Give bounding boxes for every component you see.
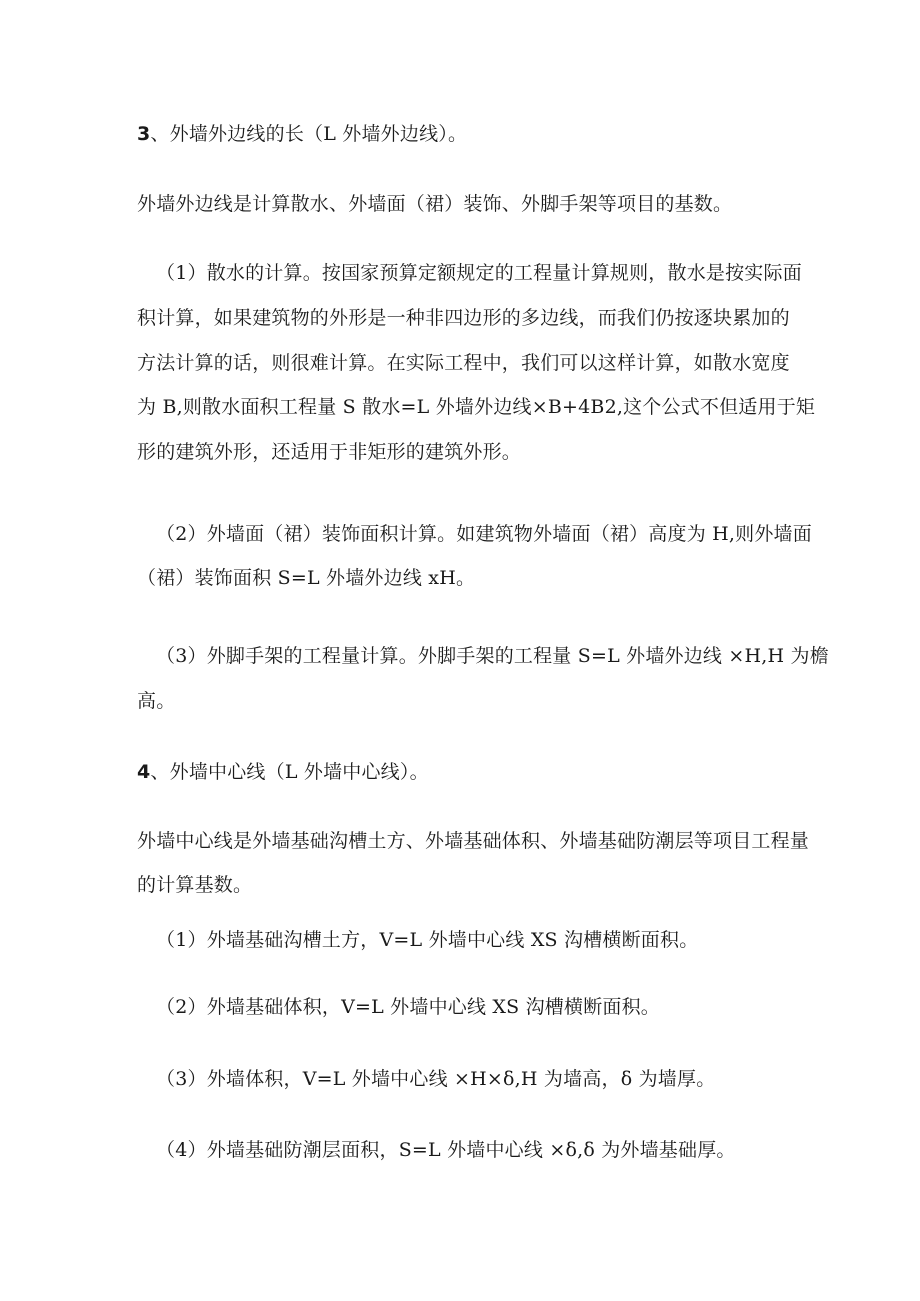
section-4-heading xyxy=(137,760,429,784)
item-3-line-1: （3）外脚手架的工程量计算。外脚手架的工程量 S=L 外墙外边线 ×H,H 为檐 xyxy=(156,645,829,667)
section-3-heading xyxy=(137,122,467,146)
section-3-title: 、外墙外边线的长（L 外墙外边线）。 xyxy=(150,123,468,145)
section-4-intro-line-2: 的计算基数。 xyxy=(137,874,253,896)
item-1-line-1: （1）散水的计算。按国家预算定额规定的工程量计算规则，散水是按实际面 xyxy=(156,262,802,284)
section-4-item-4: （4）外墙基础防潮层面积，S=L 外墙中心线 ×δ,δ 为外墙基础厚。 xyxy=(156,1139,736,1161)
section-4-item-2: （2）外墙基础体积，V=L 外墙中心线 XS 沟槽横断面积。 xyxy=(156,996,661,1018)
section-4-number: 4 xyxy=(137,761,151,783)
section-3-intro: 外墙外边线是计算散水、外墙面（裙）装饰、外脚手架等项目的基数。 xyxy=(137,193,733,215)
item-1-line-5: 形的建筑外形，还适用于非矩形的建筑外形。 xyxy=(137,441,522,463)
item-1-line-4: 为 B,则散水面积工程量 S 散水=L 外墙外边线×B+4B2,这个公式不但适用于矩 xyxy=(137,396,816,418)
section-4-item-1: （1）外墙基础沟槽土方，V=L 外墙中心线 XS 沟槽横断面积。 xyxy=(156,929,699,951)
item-2-line-2: （裙）装饰面积 S=L 外墙外边线 xH。 xyxy=(137,567,476,589)
item-2-line-1: （2）外墙面（裙）装饰面积计算。如建筑物外墙面（裙）高度为 H,则外墙面 xyxy=(156,523,812,545)
section-4-item-3: （3）外墙体积，V=L 外墙中心线 ×H×δ,H 为墙高，δ 为墙厚。 xyxy=(156,1068,716,1090)
item-1-line-3: 方法计算的话，则很难计算。在实际工程中，我们可以这样计算，如散水宽度 xyxy=(137,352,790,374)
item-1-line-2: 积计算，如果建筑物的外形是一种非四边形的多边线，而我们仍按逐块累加的 xyxy=(137,307,790,329)
section-3-number: 3 xyxy=(137,123,151,145)
section-4-intro-line-1: 外墙中心线是外墙基础沟槽土方、外墙基础体积、外墙基础防潮层等项目工程量 xyxy=(137,830,810,852)
item-3-line-2: 高。 xyxy=(137,690,176,712)
section-4-title: 、外墙中心线（L 外墙中心线）。 xyxy=(150,761,429,783)
